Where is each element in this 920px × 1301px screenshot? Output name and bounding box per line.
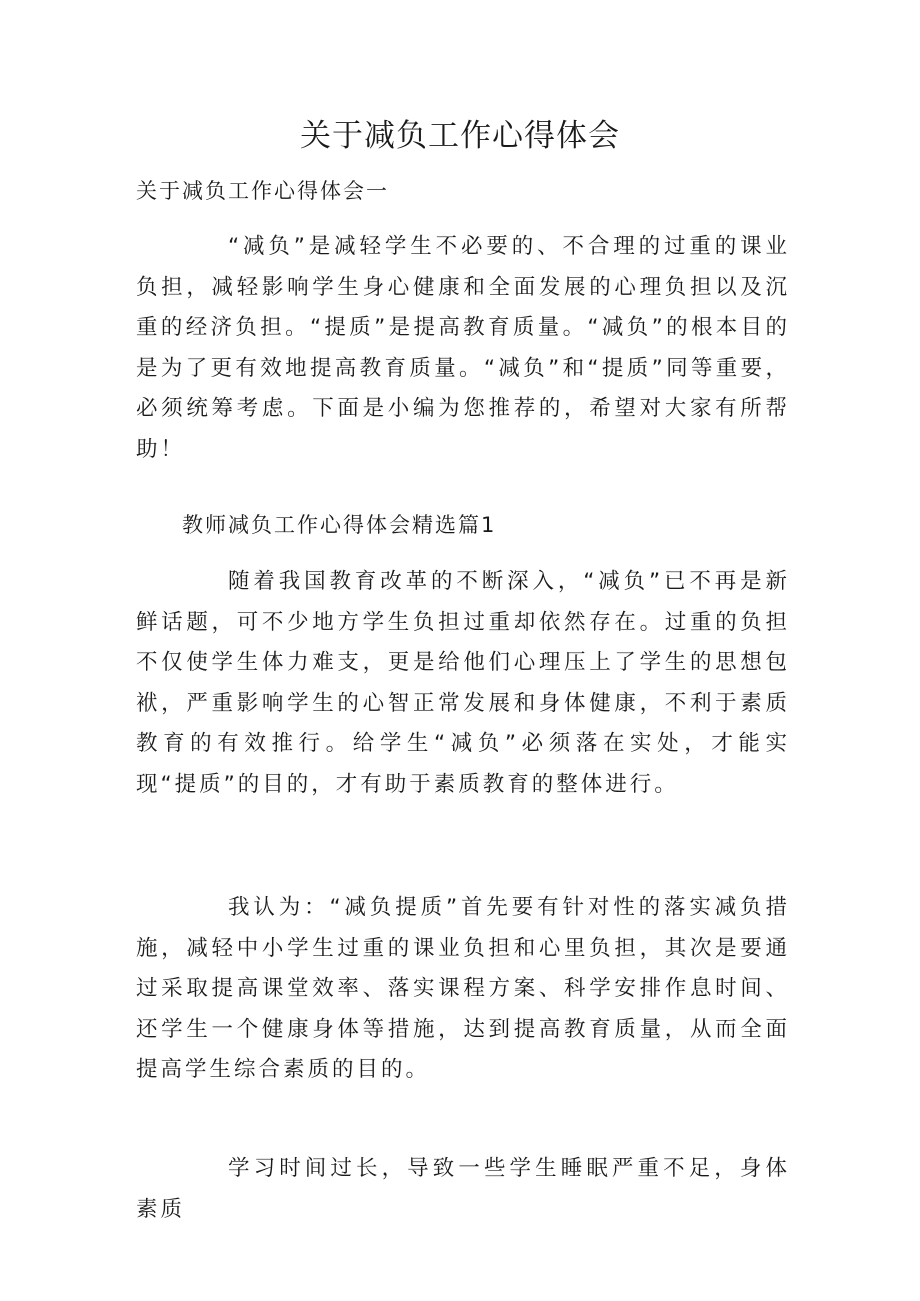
section-heading: 教师减负工作心得体会精选篇1: [182, 513, 497, 537]
body-paragraph-1: 随着我国教育改革的不断深入，“减负”已不再是新鲜话题，可不少地方学生负担过重却依然存在。过重的负担不仅使学生体力难支，更是给他们心理压上了学生的思想包袱，严重影响学生的心智正常发展和身体健康，不利于素质教育的有效推行。给学生“减负”必须落在实处，才能实现“提质”的目的，才有助于素质教育的整体进行。: [136, 569, 790, 797]
intro-paragraph: “减负”是减轻学生不必要的、不合理的过重的课业负担，减轻影响学生身心健康和全面发展的心理负担以及沉重的经济负担。“提质”是提高教育质量。“减负”的根本目的是为了更有效地提高教育质量。“减负”和“提质”同等重要，必须统筹考虑。下面是小编为您推荐的，希望对大家有所帮助！: [136, 234, 790, 462]
body-paragraph-2: 我认为：“减负提质”首先要有针对性的落实减负措施，减轻中小学生过重的课业负担和心里负担，其次是要通过采取提高课堂效率、落实课程方案、科学安排作息时间、还学生一个健康身体等措施，达到提高教育质量，从而全面提高学生综合素质的目的。: [136, 895, 790, 1082]
body-paragraph-3: 学习时间过长，导致一些学生睡眠严重不足，身体素质: [136, 1156, 790, 1222]
document-title: 关于减负工作心得体会: [300, 118, 620, 154]
document-subtitle: 关于减负工作心得体会一: [136, 179, 389, 203]
